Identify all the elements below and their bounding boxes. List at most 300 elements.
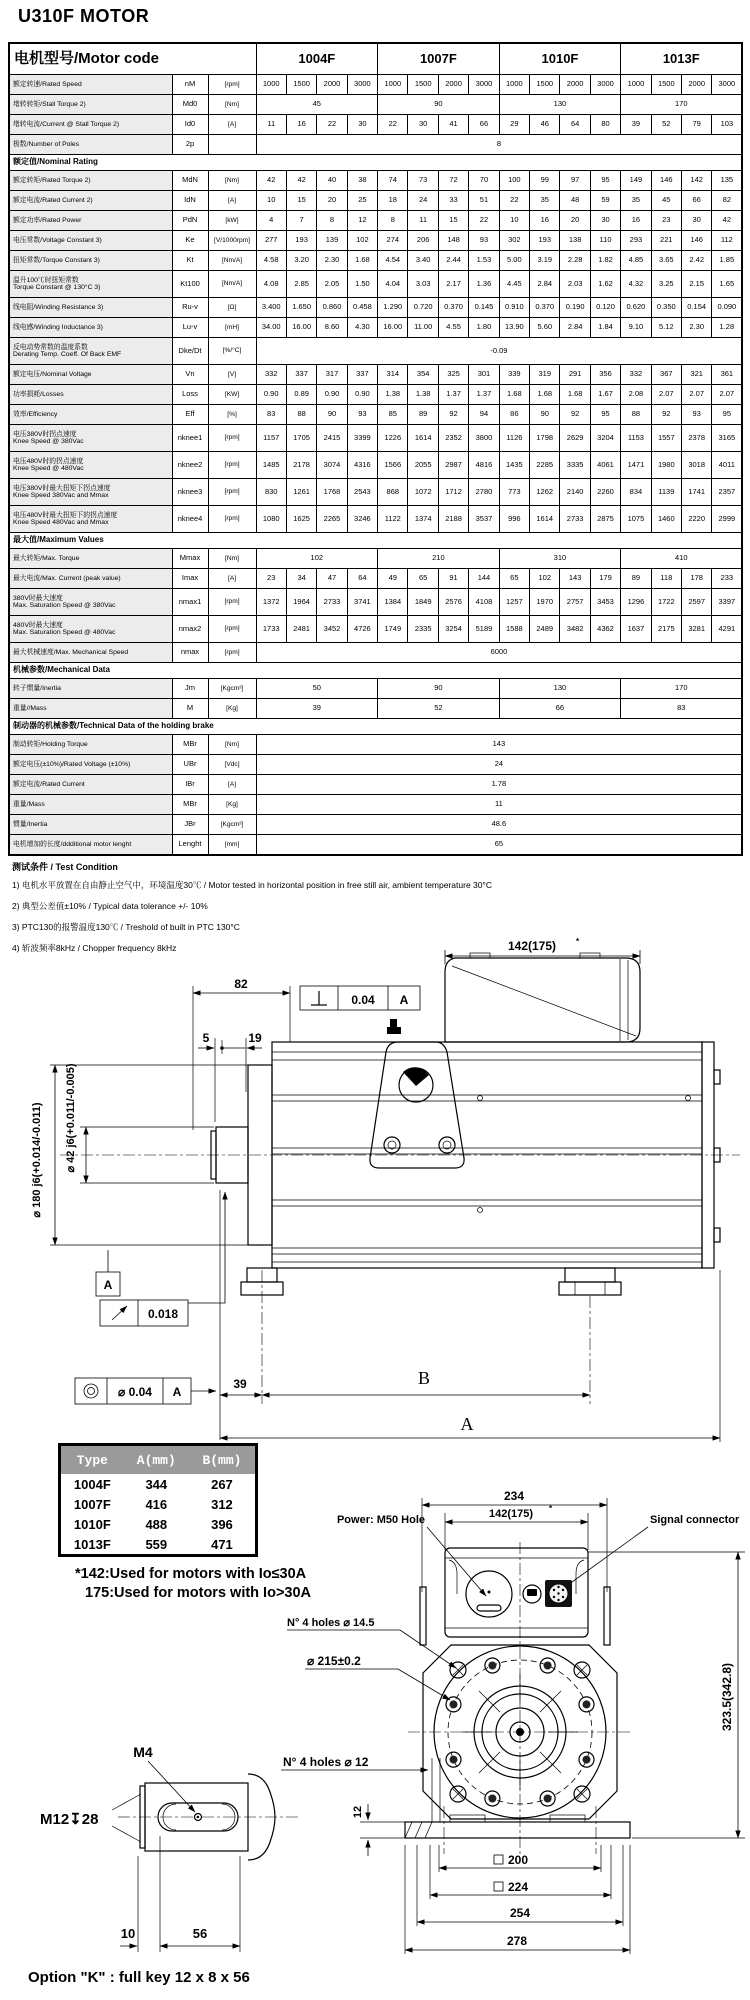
spec-cell: 3254: [438, 616, 468, 643]
spec-row: [9, 795, 742, 815]
spec-cell: 89: [408, 405, 438, 425]
spec-cell: 1500: [651, 75, 681, 95]
spec-cell: 4061: [590, 452, 620, 479]
spec-cell: 2987: [438, 452, 468, 479]
spec-cell: 1374: [408, 506, 438, 533]
spec-row-symbol: MBr: [172, 795, 208, 815]
spec-cell: 3000: [590, 75, 620, 95]
type-table-cell: 1013F: [73, 1536, 111, 1552]
spec-cell: 170: [621, 95, 743, 115]
spec-cell: 146: [651, 171, 681, 191]
spec-row-symbol: Mmax: [172, 549, 208, 569]
spec-row-label: 最大转矩/Max. Torque: [9, 549, 172, 569]
spec-row: [9, 231, 742, 251]
signal-connector-label: Signal connector: [650, 1514, 740, 1526]
dim-254-label: 254: [509, 1906, 531, 1920]
spec-row-label: 额定电压/Nominal Voltage: [9, 365, 172, 385]
spec-cell: 0.350: [651, 298, 681, 318]
spec-cell: 2265: [317, 506, 347, 533]
spec-row-symbol: MdN: [172, 171, 208, 191]
spec-cell: 4.55: [438, 318, 468, 338]
spec-cell: 22: [469, 211, 499, 231]
spec-cell: 3537: [469, 506, 499, 533]
spec-cell: 2543: [347, 479, 377, 506]
spec-cell: 1566: [378, 452, 408, 479]
spec-cell: 1500: [530, 75, 560, 95]
spec-cell: 1705: [286, 425, 316, 452]
spec-cell: 332: [256, 365, 286, 385]
spec-cell: 1372: [256, 589, 286, 616]
spec-cell: 310: [499, 549, 621, 569]
datum-a-label: A: [103, 1278, 113, 1292]
spec-cell: 34.00: [256, 318, 286, 338]
section-row: 最大值/Maximum Values: [9, 533, 742, 549]
front-dim-12: 12: [352, 1805, 364, 1819]
spec-cell: 1741: [682, 479, 712, 506]
spec-cell: 1.68: [499, 385, 529, 405]
spec-row-symbol: nmax: [172, 643, 208, 663]
front-dim-height: 323.5(342.8): [720, 1662, 734, 1732]
footnote-line: *142:Used for motors with Io≤30A: [75, 1566, 307, 1582]
spec-cell: 4.30: [347, 318, 377, 338]
spec-cell: 4011: [712, 452, 742, 479]
type-table-cell: 559: [145, 1536, 168, 1552]
spec-cell: 3281: [682, 616, 712, 643]
spec-row-unit: [rpm]: [208, 589, 256, 616]
spec-cell: 4.04: [378, 271, 408, 298]
spec-cell: 11: [408, 211, 438, 231]
spec-cell: 321: [682, 365, 712, 385]
spec-cell: 8: [317, 211, 347, 231]
spec-cell: 3000: [469, 75, 499, 95]
spec-cell: 2.07: [682, 385, 712, 405]
spec-cell: 1257: [499, 589, 529, 616]
front-dim-142: 142(175): [488, 1508, 534, 1520]
shaft-detail-drawing: [28, 1744, 300, 1986]
spec-cell: 1.68: [530, 385, 560, 405]
spec-cell: 18: [378, 191, 408, 211]
spec-cell: 4: [256, 211, 286, 231]
spec-cell: 2188: [438, 506, 468, 533]
spec-row: [9, 755, 742, 775]
type-table-row: [60, 1474, 257, 1494]
spec-cell: 1722: [651, 589, 681, 616]
spec-cell: 102: [347, 231, 377, 251]
spec-cell: 339: [499, 365, 529, 385]
spec-cell: 3335: [560, 452, 590, 479]
spec-cell: 3453: [590, 589, 620, 616]
spec-cell: 4.32: [621, 271, 651, 298]
spec-cell: 12: [347, 211, 377, 231]
spec-row-symbol: nknee3: [172, 479, 208, 506]
spec-row-label: 转子惯量/Inertia: [9, 679, 172, 699]
front-dim-142-star: *: [549, 1504, 553, 1513]
type-table-cell: 1010F: [73, 1516, 111, 1532]
spec-cell: 3.25: [651, 271, 681, 298]
spec-row: [9, 775, 742, 795]
spec-cell: 72: [438, 171, 468, 191]
spec-row-unit: [Nm/A]: [208, 271, 256, 298]
spec-row-label: 效率/Efficiency: [9, 405, 172, 425]
spec-cell: 1485: [256, 452, 286, 479]
spec-cell: 1.38: [408, 385, 438, 405]
m4-label: M4: [133, 1744, 153, 1760]
type-table-header: Type: [60, 1445, 124, 1475]
spec-cell: 22: [378, 115, 408, 135]
spec-row-symbol: Loss: [172, 385, 208, 405]
spec-cell: 1.68: [347, 251, 377, 271]
spec-row: [9, 171, 742, 191]
spec-cell: 1122: [378, 506, 408, 533]
spec-cell: 1798: [530, 425, 560, 452]
spec-cell: 99: [530, 171, 560, 191]
spec-cell: 325: [438, 365, 468, 385]
spec-cell: 3.65: [651, 251, 681, 271]
spec-cell: 1.85: [712, 251, 742, 271]
spec-row-symbol: nknee2: [172, 452, 208, 479]
spec-cell: 16.00: [378, 318, 408, 338]
spec-cell: 42: [256, 171, 286, 191]
spec-cell: 16: [530, 211, 560, 231]
spec-cell: 1614: [530, 506, 560, 533]
spec-row-symbol: Lenght: [172, 835, 208, 856]
spec-cell: 0.145: [469, 298, 499, 318]
spec-cell: 7: [286, 211, 316, 231]
spec-cell: 91: [438, 569, 468, 589]
type-table-header: B(mm): [189, 1445, 257, 1475]
spec-cell: 15: [438, 211, 468, 231]
spec-cell: 82: [712, 191, 742, 211]
spec-cell: 23: [651, 211, 681, 231]
spec-cell: 23: [256, 569, 286, 589]
spec-cell: 50: [256, 679, 378, 699]
spec-cell: 35: [530, 191, 560, 211]
spec-row-label: 堵转电流/Current @ Stall Torque 2): [9, 115, 172, 135]
spec-row-label: 线电阻/Winding Resistance 3): [9, 298, 172, 318]
spec-cell: 233: [712, 569, 742, 589]
spec-cell: 1.65: [712, 271, 742, 298]
spec-cell: 1000: [256, 75, 286, 95]
spec-cell: 0.458: [347, 298, 377, 318]
spec-cell: 103: [712, 115, 742, 135]
spec-cell: 3397: [712, 589, 742, 616]
spec-cell: 135: [712, 171, 742, 191]
spec-cell: 83: [256, 405, 286, 425]
spec-cell: 2.07: [651, 385, 681, 405]
spec-cell: 2378: [682, 425, 712, 452]
spec-cell: 2.07: [712, 385, 742, 405]
spec-row: [9, 549, 742, 569]
spec-row-unit: [mH]: [208, 318, 256, 338]
spec-cell: 0.370: [438, 298, 468, 318]
spec-cell: 1460: [651, 506, 681, 533]
spec-cell: 29: [499, 115, 529, 135]
footnote-142: [75, 1565, 311, 1603]
dim-39-label: 39: [233, 1377, 247, 1391]
spec-row: [9, 115, 742, 135]
spec-cell: 1471: [621, 452, 651, 479]
spec-cell: 3165: [712, 425, 742, 452]
spec-cell: 16: [621, 211, 651, 231]
spec-cell: 1.37: [469, 385, 499, 405]
spec-cell: 16.00: [286, 318, 316, 338]
spec-cell: 130: [499, 95, 621, 115]
spec-cell: 2415: [317, 425, 347, 452]
spec-cell: 64: [347, 569, 377, 589]
spec-cell: 8: [256, 135, 742, 155]
spec-row-label: 温升100℃时扭矩常数 Torque Constant @ 130°C 3): [9, 271, 172, 298]
spec-row-symbol: Ke: [172, 231, 208, 251]
spec-cell: 41: [438, 115, 468, 135]
spec-row: [9, 385, 742, 405]
spec-cell: 59: [590, 191, 620, 211]
type-table: [58, 1443, 258, 1557]
spec-cell: 102: [256, 549, 378, 569]
spec-row-label: 最大电流/Max. Current (peak value): [9, 569, 172, 589]
spec-cell: 20: [317, 191, 347, 211]
datum-a-box: [96, 1250, 120, 1296]
spec-row-symbol: MBr: [172, 735, 208, 755]
spec-cell: 1.290: [378, 298, 408, 318]
spec-cell: 48: [560, 191, 590, 211]
spec-row-unit: [Kg]: [208, 699, 256, 719]
spec-cell: 2733: [317, 589, 347, 616]
spec-cell: 361: [712, 365, 742, 385]
spec-cell: 354: [408, 365, 438, 385]
spec-row: [9, 75, 742, 95]
spec-cell: 2.30: [317, 251, 347, 271]
spec-cell: 1.28: [712, 318, 742, 338]
body-ribs: [272, 1052, 702, 1262]
spec-row-symbol: M: [172, 699, 208, 719]
spec-cell: 0.90: [347, 385, 377, 405]
spec-cell: 34: [286, 569, 316, 589]
fcf-concentricity: [75, 1378, 216, 1404]
spec-cell: 65: [408, 569, 438, 589]
spec-cell: 0.090: [712, 298, 742, 318]
spec-row-label: 扭矩常数/Torque Constant 3): [9, 251, 172, 271]
spec-cell: 13.90: [499, 318, 529, 338]
spec-cell: 2.28: [560, 251, 590, 271]
spec-cell: 1384: [378, 589, 408, 616]
spec-cell: 90: [317, 405, 347, 425]
spec-cell: 2597: [682, 589, 712, 616]
spec-cell: 24: [256, 755, 742, 775]
spec-cell: 277: [256, 231, 286, 251]
power-hole-label: Power: M50 Hole: [336, 1514, 425, 1526]
spec-cell: 367: [651, 365, 681, 385]
spec-cell: 130: [499, 679, 621, 699]
test-condition-item: 3) PTC130的报警温度130℃ / Treshold of built in PTC 130°C: [12, 922, 240, 932]
type-table-cell: 267: [211, 1476, 233, 1492]
spec-row-unit: [Kgcm²]: [208, 679, 256, 699]
spec-row: [9, 616, 742, 643]
spec-cell: 293: [621, 231, 651, 251]
spec-cell: 2.42: [682, 251, 712, 271]
spec-row-symbol: nM: [172, 75, 208, 95]
spec-row-symbol: Imax: [172, 569, 208, 589]
spec-row: [9, 135, 742, 155]
spec-cell: 2335: [408, 616, 438, 643]
spec-cell: 274: [378, 231, 408, 251]
spec-cell: 2757: [560, 589, 590, 616]
dim-10-label: 10: [120, 1926, 136, 1941]
spec-cell: 95: [712, 405, 742, 425]
spec-cell: 317: [317, 365, 347, 385]
spec-cell: 2357: [712, 479, 742, 506]
spec-row-unit: [kW]: [208, 211, 256, 231]
spec-row: [9, 191, 742, 211]
spec-cell: 5189: [469, 616, 499, 643]
spec-cell: 66: [499, 699, 621, 719]
spec-cell: 3800: [469, 425, 499, 452]
page-title: U310F MOTOR: [18, 6, 150, 26]
spec-cell: 868: [378, 479, 408, 506]
spec-cell: 3.03: [408, 271, 438, 298]
spec-cell: 149: [621, 171, 651, 191]
spec-cell: 2780: [469, 479, 499, 506]
spec-row-symbol: Kt: [172, 251, 208, 271]
spec-cell: 15: [286, 191, 316, 211]
conc-tol-label: ⌀ 0.04: [118, 1385, 152, 1399]
spec-cell: 83: [621, 699, 743, 719]
spec-cell: 1.650: [286, 298, 316, 318]
spec-row: [9, 643, 742, 663]
spec-row-symbol: Vn: [172, 365, 208, 385]
spec-row-symbol: JBr: [172, 815, 208, 835]
spec-row-unit: [KW]: [208, 385, 256, 405]
spec-cell: 2000: [560, 75, 590, 95]
spec-cell: 4726: [347, 616, 377, 643]
spec-row-unit: [Ω]: [208, 298, 256, 318]
dia-shaft-label: ⌀ 42 j6(+0.011/-0.005): [65, 1063, 77, 1173]
spec-cell: 210: [378, 549, 500, 569]
spec-cell: 1.84: [590, 318, 620, 338]
spec-row-label: 额定电流/Rated Current: [9, 775, 172, 795]
spec-row-symbol: nmax1: [172, 589, 208, 616]
spec-cell: 2000: [317, 75, 347, 95]
spec-row-unit: [V]: [208, 365, 256, 385]
spec-header-row: [9, 43, 742, 75]
spec-cell: 138: [560, 231, 590, 251]
spec-cell: 1139: [651, 479, 681, 506]
spec-cell: 48.6: [256, 815, 742, 835]
spec-cell: 0.860: [317, 298, 347, 318]
spec-row: [9, 251, 742, 271]
spec-row-symbol: nmax2: [172, 616, 208, 643]
spec-cell: 4316: [347, 452, 377, 479]
spec-cell: 51: [469, 191, 499, 211]
spec-cell: 49: [378, 569, 408, 589]
spec-row-unit: [rpm]: [208, 616, 256, 643]
spec-cell: 996: [499, 506, 529, 533]
spec-row-label: 反电动势常数的温度系数 Derating Temp. Coeff. Of Back EMF: [9, 338, 172, 365]
spec-cell: 2481: [286, 616, 316, 643]
spec-row-symbol: Jm: [172, 679, 208, 699]
spec-row-label: 电压380V时最大扭矩下拐点速度 Knee Speed 380Vac and Mmax: [9, 479, 172, 506]
spec-cell: 2140: [560, 479, 590, 506]
section-row: 制动器的机械参数/Technical Data of the holding brake: [9, 719, 742, 735]
spec-row-unit: [Nm]: [208, 735, 256, 755]
dim-142-star: *: [576, 937, 580, 946]
type-table-cell: 416: [145, 1496, 168, 1512]
spec-cell: 2178: [286, 452, 316, 479]
spec-row-symbol: Lu-v: [172, 318, 208, 338]
spec-row-label: 额定电压(±10%)/Rated Voltage (±10%): [9, 755, 172, 775]
dia-flange-label: ⌀ 180 j6(+0.014/-0.011): [31, 1102, 43, 1218]
spec-cell: 65: [256, 835, 742, 856]
spec-cell: 1261: [286, 479, 316, 506]
spec-row-label: 额定功率/Rated Power: [9, 211, 172, 231]
spec-cell: 10: [499, 211, 529, 231]
spec-cell: 90: [378, 679, 500, 699]
spec-cell: 2.03: [560, 271, 590, 298]
spec-row-unit: [mm]: [208, 835, 256, 856]
spec-cell: 9.10: [621, 318, 651, 338]
spec-cell: 93: [682, 405, 712, 425]
spec-row-unit: [rpm]: [208, 643, 256, 663]
spec-cell: 10: [256, 191, 286, 211]
spec-cell: 1980: [651, 452, 681, 479]
spec-cell: 2285: [530, 452, 560, 479]
spec-cell: 2000: [682, 75, 712, 95]
spec-cell: 4108: [469, 589, 499, 616]
spec-cell: 4.45: [499, 271, 529, 298]
spec-cell: 3.19: [530, 251, 560, 271]
spec-cell: 3482: [560, 616, 590, 643]
spec-row: [9, 699, 742, 719]
spec-row-label: 电压380V时拐点速度 Knee Speed @ 380Vac: [9, 425, 172, 452]
spec-row: [9, 569, 742, 589]
spec-cell: 0.190: [560, 298, 590, 318]
spec-cell: 3000: [712, 75, 742, 95]
spec-row: [9, 425, 742, 452]
spec-cell: 3.400: [256, 298, 286, 318]
spec-cell: 45: [256, 95, 378, 115]
spec-cell: 3000: [347, 75, 377, 95]
spec-row-unit: [rpm]: [208, 506, 256, 533]
spec-row: [9, 589, 742, 616]
spec-row: [9, 95, 742, 115]
dim-19-label: 19: [248, 1031, 262, 1045]
spec-row-unit: [Vdc]: [208, 755, 256, 775]
spec-cell: 3074: [317, 452, 347, 479]
spec-row-symbol: IdN: [172, 191, 208, 211]
fcf-perp-tol: 0.04: [351, 993, 375, 1007]
spec-cell: 206: [408, 231, 438, 251]
type-table-cell: 1004F: [73, 1476, 111, 1492]
spec-cell: 1.62: [590, 271, 620, 298]
spec-cell: 773: [499, 479, 529, 506]
test-condition-item: 2) 典型公差值±10% / Typical data tolerance +/- 10%: [12, 901, 208, 911]
spec-cell: 2.08: [621, 385, 651, 405]
spec-cell: 1588: [499, 616, 529, 643]
spec-cell: 11.00: [408, 318, 438, 338]
spec-cell: 1226: [378, 425, 408, 452]
fcf-runout: [100, 1192, 225, 1326]
spec-cell: 86: [499, 405, 529, 425]
spec-row-unit: [V/1000rpm]: [208, 231, 256, 251]
spec-cell: 146: [682, 231, 712, 251]
terminal-box-front: [445, 1548, 588, 1637]
spec-row: [9, 211, 742, 231]
spec-cell: 3.40: [408, 251, 438, 271]
test-conditions-title: 测试条件 / Test Condition: [12, 862, 118, 872]
spec-cell: 301: [469, 365, 499, 385]
spec-cell: 144: [469, 569, 499, 589]
spec-cell: 22: [317, 115, 347, 135]
spec-cell: 20: [560, 211, 590, 231]
